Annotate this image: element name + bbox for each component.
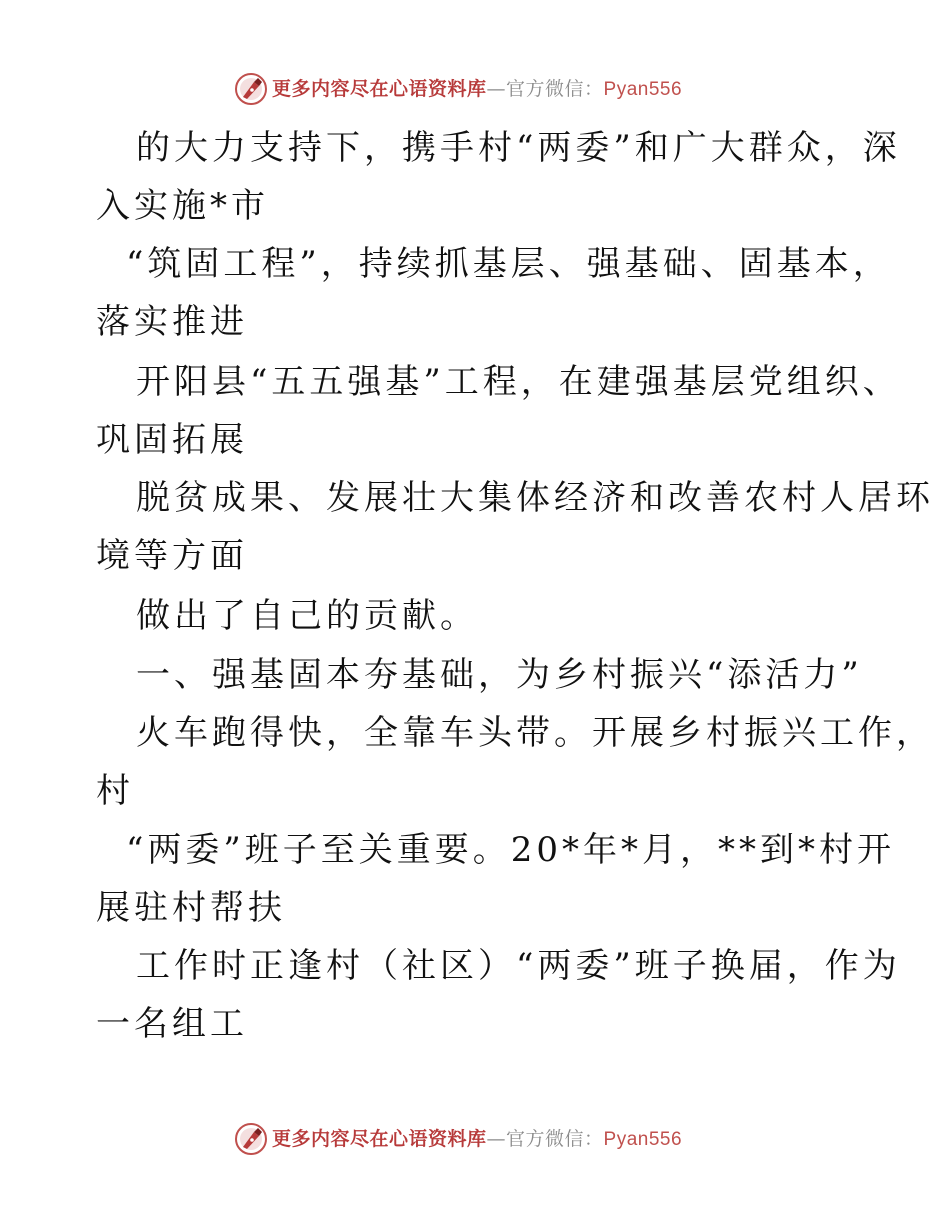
footer-banner-title: 更多内容尽在心语资料库 (272, 1128, 487, 1150)
footer-banner-text (272, 1127, 682, 1152)
body-line: 展驻村帮扶 (96, 888, 286, 928)
section-heading: 一、强基固本夯基础，为乡村振兴“添活力” (136, 655, 863, 695)
body-line: 入实施*市 (96, 186, 269, 226)
header-banner-text (272, 77, 682, 102)
body-line: 火车跑得快，全靠车头带。开展乡村振兴工作， (136, 713, 934, 753)
body-line: 开阳县“五五强基”工程，在建强基层党组织、 (136, 362, 901, 402)
footer-banner-wechat-id: Pyan556 (603, 1129, 683, 1150)
body-line: 一名组工 (96, 1004, 248, 1044)
pen-nib-seal-icon (234, 72, 268, 106)
body-line: 村 (96, 771, 134, 811)
header-banner-wechat-id: Pyan556 (603, 79, 683, 100)
body-line: “两委”班子至关重要。20*年*月，**到*村开 (126, 830, 896, 870)
body-line: 工作时正逢村（社区）“两委”班子换届，作为 (136, 946, 901, 986)
header-banner-title: 更多内容尽在心语资料库 (272, 78, 487, 100)
body-line: 的大力支持下，携手村“两委”和广大群众，深 (136, 128, 901, 168)
body-line: 做出了自己的贡献。 (136, 596, 478, 636)
body-line: 巩固拓展 (96, 420, 248, 460)
body-line: 落实推进 (96, 302, 248, 342)
body-line: “筑固工程”，持续抓基层、强基础、固基本， (126, 244, 891, 284)
header-banner (0, 70, 950, 110)
footer-banner-wechat-label: —官方微信： (486, 1128, 604, 1150)
body-line: 脱贫成果、发展壮大集体经济和改善农村人居环 (136, 478, 934, 518)
pen-nib-seal-icon (234, 1122, 268, 1156)
header-banner-wechat-label: —官方微信： (486, 78, 604, 100)
body-line: 境等方面 (96, 536, 248, 576)
footer-banner (0, 1120, 950, 1160)
